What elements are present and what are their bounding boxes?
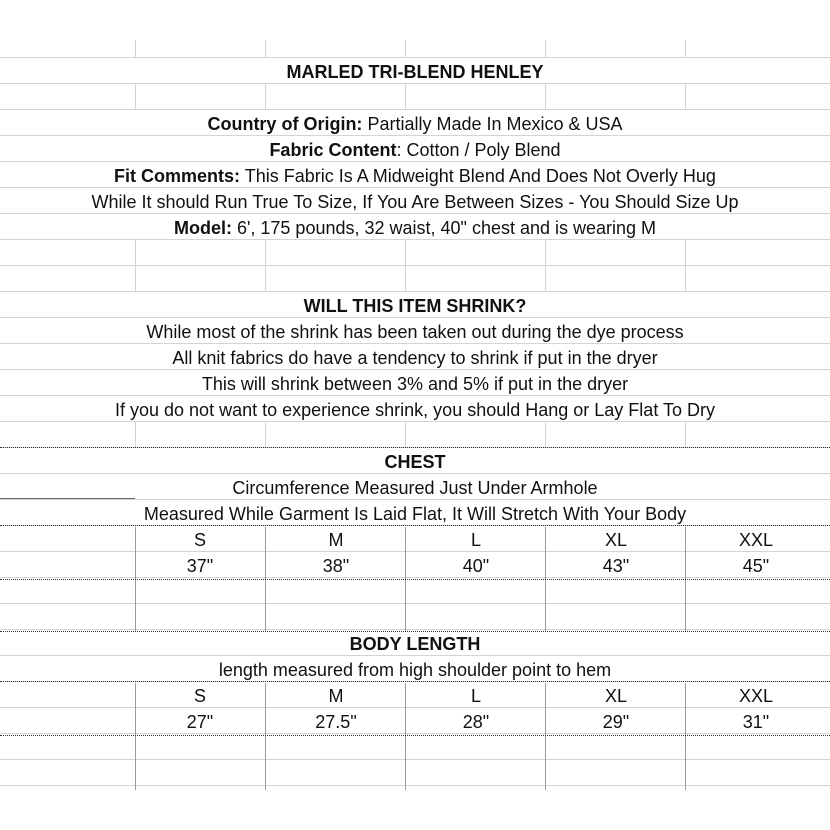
chest-size-l: L bbox=[470, 530, 481, 550]
chest-value-s: 37" bbox=[186, 556, 214, 576]
grid-row-line bbox=[0, 603, 830, 604]
grid-column-line bbox=[405, 579, 406, 631]
grid-row-line bbox=[0, 785, 830, 786]
chest-size-m: M bbox=[328, 530, 344, 550]
country-of-origin-line bbox=[0, 111, 830, 137]
chest-value-xxl: 45" bbox=[742, 556, 770, 576]
grid-row-line bbox=[0, 759, 830, 760]
body-length-heading: BODY LENGTH bbox=[349, 634, 481, 654]
fit-label: Fit Comments: bbox=[114, 166, 241, 186]
fit-comments-line-2: While It should Run True To Size, If You Are Between Sizes - You Should Size Up bbox=[91, 192, 739, 212]
grid-column-line bbox=[405, 421, 406, 447]
grid-column-line bbox=[545, 421, 546, 447]
shrink-line-4: If you do not want to experience shrink, you should Hang or Lay Flat To Dry bbox=[115, 400, 715, 420]
grid-column-line bbox=[265, 735, 266, 790]
grid-column-line bbox=[265, 421, 266, 447]
chest-heading: CHEST bbox=[384, 452, 446, 472]
grid-column-line bbox=[545, 579, 546, 631]
grid-column-line bbox=[685, 239, 686, 291]
grid-column-line bbox=[265, 579, 266, 631]
chest-size-s: S bbox=[193, 530, 206, 550]
length-size-l: L bbox=[470, 686, 481, 706]
chest-value-m: 38" bbox=[322, 556, 350, 576]
grid-column-line bbox=[685, 421, 686, 447]
model-value: 6', 175 pounds, 32 waist, 40" chest and is wearing M bbox=[231, 218, 657, 238]
shrink-line-2: All knit fabrics do have a tendency to shrink if put in the dryer bbox=[172, 348, 658, 368]
origin-value: Partially Made In Mexico & USA bbox=[362, 114, 623, 134]
shrink-line-3: This will shrink between 3% and 5% if put in the dryer bbox=[201, 374, 629, 394]
grid-column-line bbox=[135, 735, 136, 790]
grid-column-line bbox=[265, 40, 266, 57]
grid-column-line bbox=[685, 579, 686, 631]
chest-note-1: Circumference Measured Just Under Armhole bbox=[232, 478, 598, 498]
length-value-xxl: 31" bbox=[742, 712, 770, 732]
origin-label: Country of Origin: bbox=[207, 114, 363, 134]
table-border-line bbox=[0, 579, 830, 580]
grid-column-line bbox=[135, 239, 136, 291]
grid-column-line bbox=[265, 83, 266, 109]
fit-value: This Fabric Is A Midweight Blend And Does Not Overly Hug bbox=[240, 166, 716, 186]
grid-row-line bbox=[0, 265, 830, 266]
grid-column-line bbox=[135, 83, 136, 109]
fabric-value: : Cotton / Poly Blend bbox=[396, 140, 561, 160]
grid-column-line bbox=[265, 239, 266, 291]
shrink-heading: WILL THIS ITEM SHRINK? bbox=[303, 296, 527, 316]
table-border-line bbox=[0, 447, 830, 448]
grid-column-line bbox=[685, 83, 686, 109]
length-value-s: 27" bbox=[186, 712, 214, 732]
body-length-note: length measured from high shoulder point to hem bbox=[218, 660, 612, 680]
fabric-content-line bbox=[0, 137, 830, 163]
model-label: Model: bbox=[173, 218, 232, 238]
grid-column-line bbox=[135, 421, 136, 447]
table-border-line bbox=[0, 735, 830, 736]
grid-column-line bbox=[135, 40, 136, 57]
grid-column-line bbox=[545, 735, 546, 790]
chest-value-xl: 43" bbox=[602, 556, 630, 576]
length-value-xl: 29" bbox=[602, 712, 630, 732]
grid-column-line bbox=[405, 40, 406, 57]
length-size-xxl: XXL bbox=[738, 686, 774, 706]
grid-column-line bbox=[685, 735, 686, 790]
grid-column-line bbox=[405, 239, 406, 291]
chest-size-xl: XL bbox=[604, 530, 628, 550]
grid-column-line bbox=[545, 40, 546, 57]
grid-row-line bbox=[0, 57, 830, 58]
length-size-s: S bbox=[193, 686, 206, 706]
chest-value-l: 40" bbox=[462, 556, 490, 576]
grid-row-line bbox=[0, 629, 830, 630]
fit-comments-line bbox=[0, 163, 830, 189]
model-line bbox=[0, 215, 830, 241]
length-value-m: 27.5" bbox=[315, 712, 357, 732]
length-value-l: 28" bbox=[462, 712, 490, 732]
grid-column-line bbox=[545, 83, 546, 109]
grid-column-line bbox=[135, 579, 136, 631]
product-title: MARLED TRI-BLEND HENLEY bbox=[286, 62, 544, 82]
grid-row-line bbox=[0, 291, 830, 292]
grid-column-line bbox=[405, 735, 406, 790]
shrink-line-1: While most of the shrink has been taken out during the dye process bbox=[146, 322, 684, 342]
chest-note-2: Measured While Garment Is Laid Flat, It Will Stretch With Your Body bbox=[143, 504, 687, 524]
grid-row-line bbox=[0, 109, 830, 110]
grid-column-line bbox=[545, 239, 546, 291]
length-size-m: M bbox=[328, 686, 344, 706]
length-size-xl: XL bbox=[604, 686, 628, 706]
grid-column-line bbox=[685, 40, 686, 57]
fabric-label: Fabric Content bbox=[269, 140, 397, 160]
chest-size-xxl: XXL bbox=[738, 530, 774, 550]
grid-column-line bbox=[405, 83, 406, 109]
